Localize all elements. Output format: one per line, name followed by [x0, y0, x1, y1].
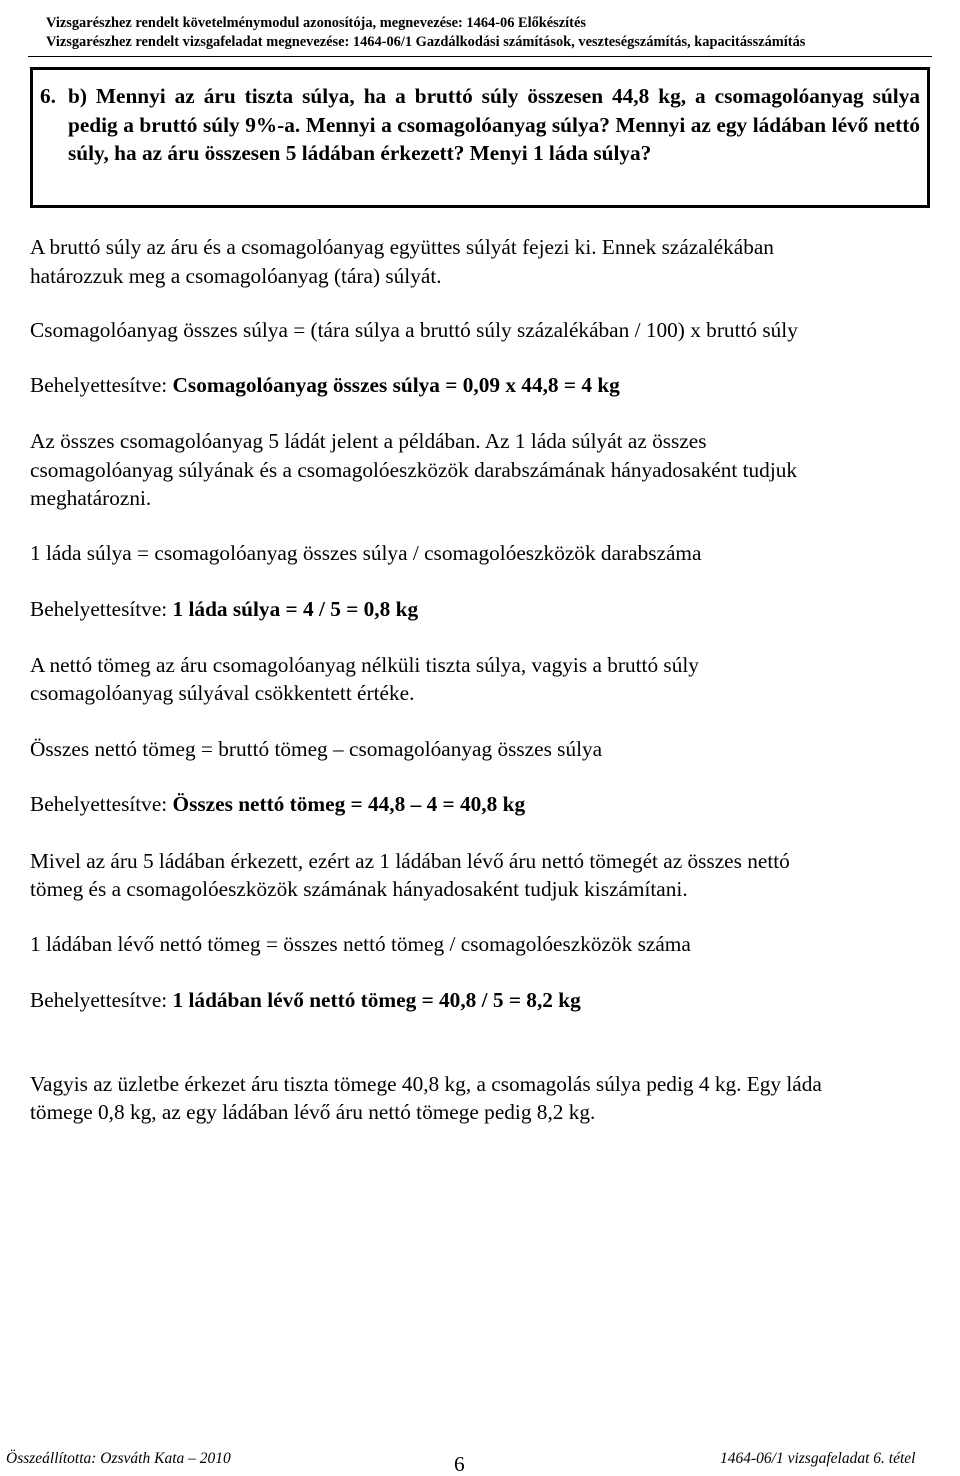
formula-packaging-weight: Csomagolóanyag összes súlya = (tára súlya a bruttó súly százalékában / 100) x bruttó súly [30, 318, 798, 342]
header-line-1: Vizsgarészhez rendelt követelménymodul azonosítója, megnevezése: 1464-06 Előkészítés [46, 15, 586, 31]
conclusion-line: tömege 0,8 kg, az egy ládában lévő áru nettó tömege pedig 8,2 kg. [30, 1100, 596, 1124]
substitution-label: Behelyettesítve: [30, 597, 173, 621]
paragraph-line: csomagolóanyag súlyának és a csomagolóeszközök darabszámának hányadosaként tudjuk [30, 458, 798, 482]
question-number: 6. [40, 84, 56, 108]
paragraph-line: A nettó tömeg az áru csomagolóanyag nélküli tiszta súlya, vagyis a bruttó súly [30, 653, 699, 677]
paragraph-line: meghatározni. [30, 486, 152, 510]
conclusion-line: Vagyis az üzletbe érkezet áru tiszta tömege 40,8 kg, a csomagolás súlya pedig 4 kg. Egy láda [30, 1072, 822, 1096]
paragraph-line: Az összes csomagolóanyag 5 ládát jelent a példában. Az 1 láda súlyát az összes [30, 429, 707, 453]
page-number: 6 [454, 1452, 465, 1476]
substitution-result: 1 ládában lévő nettó tömeg = 40,8 / 5 = 8,2 kg [172, 988, 581, 1012]
footer-author: Összeállította: Ozsváth Kata – 2010 [6, 1450, 231, 1467]
substitution-label: Behelyettesítve: [30, 988, 173, 1012]
substitution-crate-weight [30, 595, 920, 624]
substitution-result: 1 láda súlya = 4 / 5 = 0,8 kg [172, 597, 419, 621]
question-text-block [40, 82, 920, 168]
paragraph-line: határozzuk meg a csomagolóanyag (tára) súlyát. [30, 264, 442, 288]
substitution-net-weight-per-crate [30, 986, 920, 1015]
header-line-2: Vizsgarészhez rendelt vizsgafeladat megnevezése: 1464-06/1 Gazdálkodási számítások, veszteségszámítás, kapacitásszámítás [46, 34, 806, 50]
substitution-packaging-weight [30, 371, 920, 400]
paragraph-line: tömeg és a csomagolóeszközök számának hányadosaként tudjuk kiszámítani. [30, 877, 688, 901]
substitution-net-weight [30, 790, 920, 819]
substitution-label: Behelyettesítve: [30, 373, 173, 397]
formula-net-weight: Összes nettó tömeg = bruttó tömeg – csomagolóanyag összes súlya [30, 737, 603, 761]
paragraph-line: A bruttó súly az áru és a csomagolóanyag együttes súlyát fejezi ki. Ennek százalékában [30, 235, 774, 259]
substitution-result: Csomagolóanyag összes súlya = 0,09 x 44,8 = 4 kg [172, 373, 620, 397]
header-divider [28, 56, 932, 57]
substitution-result: Összes nettó tömeg = 44,8 – 4 = 40,8 kg [172, 792, 526, 816]
question-text: b) Mennyi az áru tiszta súlya, ha a bruttó súly összesen 44,8 kg, a csomagolóanyag súlya pedig a bruttó súly 9%-a. Mennyi a csomagolóanyag súlya? Mennyi az egy ládában lévő nettó súly, ha az áru összesen 5 ládában érkezett? Menyi 1 láda súlya? [68, 84, 920, 165]
footer-task: 1464-06/1 vizsgafeladat 6. tétel [720, 1450, 916, 1467]
formula-crate-weight: 1 láda súlya = csomagolóanyag összes súlya / csomagolóeszközök darabszáma [30, 541, 702, 565]
paragraph-line: csomagolóanyag súlyával csökkentett értéke. [30, 681, 415, 705]
substitution-label: Behelyettesítve: [30, 792, 173, 816]
paragraph-line: Mivel az áru 5 ládában érkezett, ezért az 1 ládában lévő áru nettó tömegét az összes nettó [30, 849, 790, 873]
formula-net-weight-per-crate: 1 ládában lévő nettó tömeg = összes nettó tömeg / csomagolóeszközök száma [30, 932, 691, 956]
